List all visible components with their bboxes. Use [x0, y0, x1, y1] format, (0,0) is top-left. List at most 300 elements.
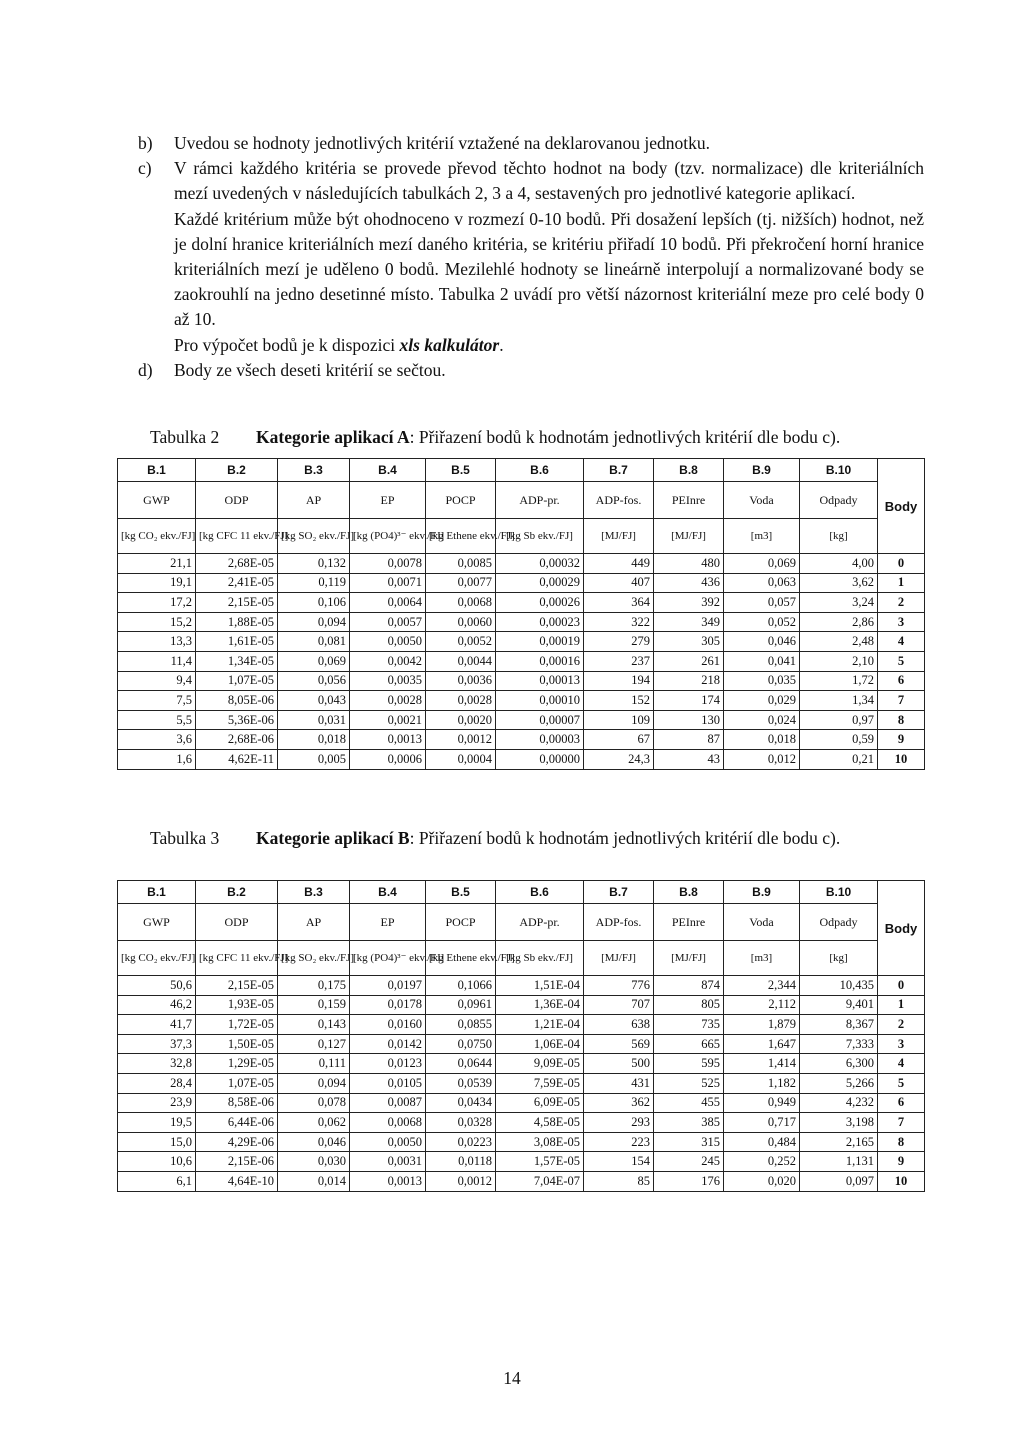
- value-cell: 805: [654, 995, 724, 1015]
- value-cell: 0,057: [724, 593, 800, 613]
- value-cell: 0,0197: [350, 976, 426, 996]
- value-cell: 1,34E-05: [196, 651, 278, 671]
- value-cell: 0,081: [278, 632, 350, 652]
- caption-text: : Přiřazení bodů k hodnotám jednotlivých kritérií dle bodu c).: [409, 427, 841, 447]
- value-cell: 154: [584, 1152, 654, 1172]
- value-cell: 3,24: [800, 593, 878, 613]
- value-cell: 43: [654, 749, 724, 769]
- value-cell: 6,09E-05: [496, 1093, 584, 1113]
- criterion-name: ADP-pr.: [496, 482, 584, 519]
- value-cell: 0,0050: [350, 1132, 426, 1152]
- item-text: V rámci každého kritéria se provede převod těchto hodnot na body (tzv. normalizace) dle kriteriálních mezí uvedených v následujících tabulkách 2, 3 a 4, sestavených pro jednotlivé kategorie aplikací.: [174, 158, 924, 204]
- value-cell: 0,0071: [350, 573, 426, 593]
- criterion-name: ADP-fos.: [584, 482, 654, 519]
- value-cell: 0,052: [724, 612, 800, 632]
- value-cell: 500: [584, 1054, 654, 1074]
- criterion-code: B.6: [496, 459, 584, 482]
- value-cell: 2,48: [800, 632, 878, 652]
- value-cell: 0,0060: [426, 612, 496, 632]
- value-cell: 0,00026: [496, 593, 584, 613]
- value-cell: 293: [584, 1113, 654, 1133]
- value-cell: 19,5: [118, 1113, 196, 1133]
- criteria-code-row: [118, 459, 925, 482]
- criterion-unit: [MJ/FJ]: [654, 519, 724, 554]
- criteria-unit-row: [118, 519, 925, 554]
- criterion-name: AP: [278, 904, 350, 941]
- value-cell: 28,4: [118, 1073, 196, 1093]
- criterion-unit: [kg SO₂ ekv./FJ]: [278, 941, 350, 976]
- value-cell: 1,57E-05: [496, 1152, 584, 1172]
- points-cell: 8: [878, 710, 925, 730]
- value-cell: 0,018: [278, 730, 350, 750]
- criterion-unit: [MJ/FJ]: [584, 941, 654, 976]
- value-cell: 0,0644: [426, 1054, 496, 1074]
- criterion-name: ADP-pr.: [496, 904, 584, 941]
- criterion-name: Odpady: [800, 482, 878, 519]
- criterion-unit: [m3]: [724, 519, 800, 554]
- criterion-unit: [kg (PO4)³⁻ ekv./FJ]: [350, 941, 426, 976]
- value-cell: 0,0052: [426, 632, 496, 652]
- value-cell: 0,056: [278, 671, 350, 691]
- value-cell: 0,020: [724, 1171, 800, 1191]
- value-cell: 0,106: [278, 593, 350, 613]
- criterion-name: AP: [278, 482, 350, 519]
- criterion-unit: [MJ/FJ]: [654, 941, 724, 976]
- value-cell: 0,0118: [426, 1152, 496, 1172]
- value-cell: 0,21: [800, 749, 878, 769]
- value-cell: 0,041: [724, 651, 800, 671]
- criterion-code: B.9: [724, 459, 800, 482]
- value-cell: 0,043: [278, 691, 350, 711]
- value-cell: 2,15E-05: [196, 593, 278, 613]
- value-cell: 0,014: [278, 1171, 350, 1191]
- value-cell: 0,0057: [350, 612, 426, 632]
- paragraph-calculator: [174, 333, 924, 358]
- value-cell: 385: [654, 1113, 724, 1133]
- value-cell: 0,0013: [350, 1171, 426, 1191]
- value-cell: 0,0178: [350, 995, 426, 1015]
- value-cell: 0,97: [800, 710, 878, 730]
- value-cell: 0,018: [724, 730, 800, 750]
- item-label: d): [138, 359, 153, 380]
- value-cell: 0,0539: [426, 1073, 496, 1093]
- value-cell: 0,063: [724, 573, 800, 593]
- caption-category: Kategorie aplikací B: [256, 828, 410, 848]
- value-cell: 0,030: [278, 1152, 350, 1172]
- points-cell: 6: [878, 1093, 925, 1113]
- criterion-name: Voda: [724, 482, 800, 519]
- criterion-code: B.2: [196, 881, 278, 904]
- item-d: [138, 358, 924, 383]
- value-cell: 8,05E-06: [196, 691, 278, 711]
- criterion-code: B.4: [350, 881, 426, 904]
- value-cell: 0,062: [278, 1113, 350, 1133]
- value-cell: 0,127: [278, 1034, 350, 1054]
- points-cell: 9: [878, 730, 925, 750]
- value-cell: 455: [654, 1093, 724, 1113]
- value-cell: 1,93E-05: [196, 995, 278, 1015]
- points-cell: 5: [878, 1073, 925, 1093]
- value-cell: 152: [584, 691, 654, 711]
- value-cell: 0,0028: [350, 691, 426, 711]
- value-cell: 6,300: [800, 1054, 878, 1074]
- value-cell: 130: [654, 710, 724, 730]
- value-cell: 0,59: [800, 730, 878, 750]
- table-row: [118, 1093, 925, 1113]
- value-cell: 0,0012: [426, 1171, 496, 1191]
- criterion-name: POCP: [426, 482, 496, 519]
- value-cell: 2,68E-05: [196, 554, 278, 574]
- criterion-name: Voda: [724, 904, 800, 941]
- value-cell: 407: [584, 573, 654, 593]
- value-cell: 15,2: [118, 612, 196, 632]
- points-cell: 3: [878, 612, 925, 632]
- value-cell: 5,36E-06: [196, 710, 278, 730]
- table-row: [118, 1152, 925, 1172]
- criterion-code: B.1: [118, 881, 196, 904]
- criteria-name-row: [118, 904, 925, 941]
- points-cell: 1: [878, 995, 925, 1015]
- value-cell: 595: [654, 1054, 724, 1074]
- value-cell: 0,00010: [496, 691, 584, 711]
- value-cell: 0,0142: [350, 1034, 426, 1054]
- value-cell: 0,0006: [350, 749, 426, 769]
- value-cell: 1,06E-04: [496, 1034, 584, 1054]
- value-cell: 431: [584, 1073, 654, 1093]
- value-cell: 638: [584, 1015, 654, 1035]
- value-cell: 0,1066: [426, 976, 496, 996]
- value-cell: 4,232: [800, 1093, 878, 1113]
- criterion-code: B.10: [800, 881, 878, 904]
- value-cell: 392: [654, 593, 724, 613]
- value-cell: 2,112: [724, 995, 800, 1015]
- points-cell: 0: [878, 976, 925, 996]
- value-cell: 0,717: [724, 1113, 800, 1133]
- table-row: [118, 1132, 925, 1152]
- criteria-code-row: [118, 881, 925, 904]
- caption-number: Tabulka 3: [150, 828, 220, 848]
- value-cell: 218: [654, 671, 724, 691]
- table3-caption: [150, 828, 840, 849]
- table-row: [118, 651, 925, 671]
- table-row: [118, 749, 925, 769]
- table-row: [118, 1113, 925, 1133]
- table-row: [118, 593, 925, 613]
- table2-caption: [150, 427, 840, 448]
- value-cell: 0,484: [724, 1132, 800, 1152]
- table-row: [118, 1171, 925, 1191]
- value-cell: 0,0012: [426, 730, 496, 750]
- points-cell: 10: [878, 749, 925, 769]
- value-cell: 449: [584, 554, 654, 574]
- value-cell: 0,00023: [496, 612, 584, 632]
- points-cell: 4: [878, 1054, 925, 1074]
- value-cell: 349: [654, 612, 724, 632]
- value-cell: 0,0004: [426, 749, 496, 769]
- value-cell: 19,1: [118, 573, 196, 593]
- value-cell: 1,61E-05: [196, 632, 278, 652]
- value-cell: 1,414: [724, 1054, 800, 1074]
- value-cell: 0,0036: [426, 671, 496, 691]
- criterion-name: PEInre: [654, 904, 724, 941]
- value-cell: 9,401: [800, 995, 878, 1015]
- table-row: [118, 573, 925, 593]
- table-row: [118, 612, 925, 632]
- item-text: Uvedou se hodnoty jednotlivých kritérií vztažené na deklarovanou jednotku.: [174, 133, 711, 153]
- table-row: [118, 632, 925, 652]
- value-cell: 0,0021: [350, 710, 426, 730]
- value-cell: 7,59E-05: [496, 1073, 584, 1093]
- value-cell: 0,00013: [496, 671, 584, 691]
- table-row: [118, 1015, 925, 1035]
- value-cell: 0,00016: [496, 651, 584, 671]
- points-header: Body: [878, 459, 925, 554]
- criterion-unit: [kg Ethene ekv./FJ]: [426, 519, 496, 554]
- value-cell: 0,0013: [350, 730, 426, 750]
- value-cell: 5,5: [118, 710, 196, 730]
- value-cell: 174: [654, 691, 724, 711]
- paragraph-scoring: Každé kritérium může být ohodnoceno v rozmezí 0-10 bodů. Při dosažení lepších (tj. nižších) hodnot, než je dolní hranice kriteriálních mezí daného kritéria, se kritériu přiřadí 10 bodů. Při překročení horní hranice kriteriálních mezí je uděleno 0 bodů. Mezilehlé hodnoty se lineárně interpolují a normalizované body se zaokrouhlí na jedno desetinné místo. Tabulka 2 uvádí pro větší názornost kriteriální meze pro celé body 0 až 10.: [174, 208, 924, 330]
- caption-text: : Přiřazení bodů k hodnotám jednotlivých kritérií dle bodu c).: [409, 828, 841, 848]
- criterion-code: B.10: [800, 459, 878, 482]
- value-cell: 0,159: [278, 995, 350, 1015]
- points-cell: 6: [878, 671, 925, 691]
- table-row: [118, 976, 925, 996]
- value-cell: 8,367: [800, 1015, 878, 1035]
- value-cell: 0,0068: [426, 593, 496, 613]
- value-cell: 1,879: [724, 1015, 800, 1035]
- criterion-unit: [m3]: [724, 941, 800, 976]
- caption-category: Kategorie aplikací A: [256, 427, 410, 447]
- value-cell: 0,00003: [496, 730, 584, 750]
- value-cell: 0,069: [724, 554, 800, 574]
- value-cell: 3,62: [800, 573, 878, 593]
- points-cell: 9: [878, 1152, 925, 1172]
- item-label: c): [138, 158, 152, 179]
- value-cell: 480: [654, 554, 724, 574]
- value-cell: 17,2: [118, 593, 196, 613]
- criterion-unit: [kg CO₂ ekv./FJ]: [118, 519, 196, 554]
- value-cell: 0,0068: [350, 1113, 426, 1133]
- table-row: [118, 1034, 925, 1054]
- value-cell: 237: [584, 651, 654, 671]
- calculator-suffix: .: [499, 334, 504, 355]
- value-cell: 87: [654, 730, 724, 750]
- value-cell: 6,44E-06: [196, 1113, 278, 1133]
- value-cell: 0,00000: [496, 749, 584, 769]
- value-cell: 0,012: [724, 749, 800, 769]
- criterion-name: ADP-fos.: [584, 904, 654, 941]
- value-cell: 4,29E-06: [196, 1132, 278, 1152]
- value-cell: 735: [654, 1015, 724, 1035]
- criterion-unit: [kg Sb ekv./FJ]: [496, 941, 584, 976]
- criterion-code: B.9: [724, 881, 800, 904]
- value-cell: 1,88E-05: [196, 612, 278, 632]
- value-cell: 0,0035: [350, 671, 426, 691]
- value-cell: 194: [584, 671, 654, 691]
- value-cell: 3,6: [118, 730, 196, 750]
- points-cell: 4: [878, 632, 925, 652]
- value-cell: 85: [584, 1171, 654, 1191]
- value-cell: 1,6: [118, 749, 196, 769]
- criterion-name: PEInre: [654, 482, 724, 519]
- points-cell: 0: [878, 554, 925, 574]
- calculator-prefix: Pro výpočet bodů je k dispozici: [174, 334, 400, 355]
- value-cell: 2,41E-05: [196, 573, 278, 593]
- value-cell: 10,6: [118, 1152, 196, 1172]
- value-cell: 0,031: [278, 710, 350, 730]
- criterion-code: B.4: [350, 459, 426, 482]
- value-cell: 32,8: [118, 1054, 196, 1074]
- value-cell: 0,0961: [426, 995, 496, 1015]
- value-cell: 0,0160: [350, 1015, 426, 1035]
- value-cell: 0,0328: [426, 1113, 496, 1133]
- value-cell: 0,0087: [350, 1093, 426, 1113]
- value-cell: 3,198: [800, 1113, 878, 1133]
- value-cell: 2,86: [800, 612, 878, 632]
- value-cell: 8,58E-06: [196, 1093, 278, 1113]
- value-cell: 13,3: [118, 632, 196, 652]
- value-cell: 1,07E-05: [196, 1073, 278, 1093]
- points-cell: 10: [878, 1171, 925, 1191]
- value-cell: 0,0028: [426, 691, 496, 711]
- value-cell: 1,131: [800, 1152, 878, 1172]
- points-cell: 1: [878, 573, 925, 593]
- table-row: [118, 995, 925, 1015]
- criterion-code: B.7: [584, 459, 654, 482]
- value-cell: 0,0078: [350, 554, 426, 574]
- points-cell: 2: [878, 1015, 925, 1035]
- value-cell: 4,64E-10: [196, 1171, 278, 1191]
- value-cell: 665: [654, 1034, 724, 1054]
- criterion-code: B.3: [278, 459, 350, 482]
- value-cell: 315: [654, 1132, 724, 1152]
- criterion-unit: [kg CFC 11 ekv./FJ]: [196, 519, 278, 554]
- value-cell: 4,62E-11: [196, 749, 278, 769]
- value-cell: 0,143: [278, 1015, 350, 1035]
- criterion-name: ODP: [196, 482, 278, 519]
- value-cell: 223: [584, 1132, 654, 1152]
- value-cell: 0,0077: [426, 573, 496, 593]
- value-cell: 0,0064: [350, 593, 426, 613]
- value-cell: 0,00019: [496, 632, 584, 652]
- item-b: [138, 131, 924, 156]
- value-cell: 0,097: [800, 1171, 878, 1191]
- value-cell: 1,51E-04: [496, 976, 584, 996]
- value-cell: 0,024: [724, 710, 800, 730]
- value-cell: 6,1: [118, 1171, 196, 1191]
- item-text: Body ze všech deseti kritérií se sečtou.: [174, 359, 446, 380]
- criterion-name: EP: [350, 482, 426, 519]
- value-cell: 0,0042: [350, 651, 426, 671]
- value-cell: 1,21E-04: [496, 1015, 584, 1035]
- criterion-code: B.8: [654, 459, 724, 482]
- value-cell: 176: [654, 1171, 724, 1191]
- value-cell: 0,252: [724, 1152, 800, 1172]
- value-cell: 0,078: [278, 1093, 350, 1113]
- value-cell: 436: [654, 573, 724, 593]
- value-cell: 0,0044: [426, 651, 496, 671]
- criterion-code: B.1: [118, 459, 196, 482]
- value-cell: 0,005: [278, 749, 350, 769]
- criterion-unit: [kg SO₂ ekv./FJ]: [278, 519, 350, 554]
- value-cell: 2,68E-06: [196, 730, 278, 750]
- value-cell: 1,34: [800, 691, 878, 711]
- value-cell: 0,094: [278, 612, 350, 632]
- points-cell: 2: [878, 593, 925, 613]
- xls-calculator-link[interactable]: xls kalkulátor: [399, 334, 500, 355]
- value-cell: 0,029: [724, 691, 800, 711]
- value-cell: 0,949: [724, 1093, 800, 1113]
- criterion-name: ODP: [196, 904, 278, 941]
- value-cell: 0,0050: [350, 632, 426, 652]
- value-cell: 0,00032: [496, 554, 584, 574]
- value-cell: 2,344: [724, 976, 800, 996]
- value-cell: 362: [584, 1093, 654, 1113]
- value-cell: 109: [584, 710, 654, 730]
- value-cell: 0,0223: [426, 1132, 496, 1152]
- value-cell: 24,3: [584, 749, 654, 769]
- criterion-unit: [kg CO₂ ekv./FJ]: [118, 941, 196, 976]
- value-cell: 15,0: [118, 1132, 196, 1152]
- value-cell: 23,9: [118, 1093, 196, 1113]
- criteria-unit-row: [118, 941, 925, 976]
- value-cell: 0,0020: [426, 710, 496, 730]
- table-row: [118, 730, 925, 750]
- value-cell: 3,08E-05: [496, 1132, 584, 1152]
- value-cell: 305: [654, 632, 724, 652]
- criteria-table-b: [117, 880, 925, 1192]
- caption-number: Tabulka 2: [150, 427, 220, 447]
- value-cell: 0,132: [278, 554, 350, 574]
- points-cell: 7: [878, 1113, 925, 1133]
- value-cell: 0,0085: [426, 554, 496, 574]
- criterion-code: B.5: [426, 459, 496, 482]
- points-cell: 3: [878, 1034, 925, 1054]
- criterion-unit: [kg Sb ekv./FJ]: [496, 519, 584, 554]
- value-cell: 2,165: [800, 1132, 878, 1152]
- criterion-code: B.2: [196, 459, 278, 482]
- criterion-code: B.3: [278, 881, 350, 904]
- value-cell: 1,36E-04: [496, 995, 584, 1015]
- value-cell: 0,0750: [426, 1034, 496, 1054]
- criterion-unit: [kg CFC 11 ekv./FJ]: [196, 941, 278, 976]
- value-cell: 21,1: [118, 554, 196, 574]
- table-row: [118, 691, 925, 711]
- criteria-name-row: [118, 482, 925, 519]
- value-cell: 1,50E-05: [196, 1034, 278, 1054]
- value-cell: 7,5: [118, 691, 196, 711]
- criterion-name: GWP: [118, 904, 196, 941]
- table-row: [118, 1054, 925, 1074]
- page-number: 14: [503, 1368, 521, 1388]
- value-cell: 4,00: [800, 554, 878, 574]
- criterion-code: B.7: [584, 881, 654, 904]
- value-cell: 0,00007: [496, 710, 584, 730]
- points-cell: 7: [878, 691, 925, 711]
- value-cell: 0,046: [278, 1132, 350, 1152]
- criterion-name: GWP: [118, 482, 196, 519]
- criterion-name: POCP: [426, 904, 496, 941]
- value-cell: 364: [584, 593, 654, 613]
- criteria-table-a: [117, 458, 925, 770]
- value-cell: 322: [584, 612, 654, 632]
- value-cell: 245: [654, 1152, 724, 1172]
- value-cell: 525: [654, 1073, 724, 1093]
- value-cell: 569: [584, 1034, 654, 1054]
- criterion-code: B.5: [426, 881, 496, 904]
- points-header: Body: [878, 881, 925, 976]
